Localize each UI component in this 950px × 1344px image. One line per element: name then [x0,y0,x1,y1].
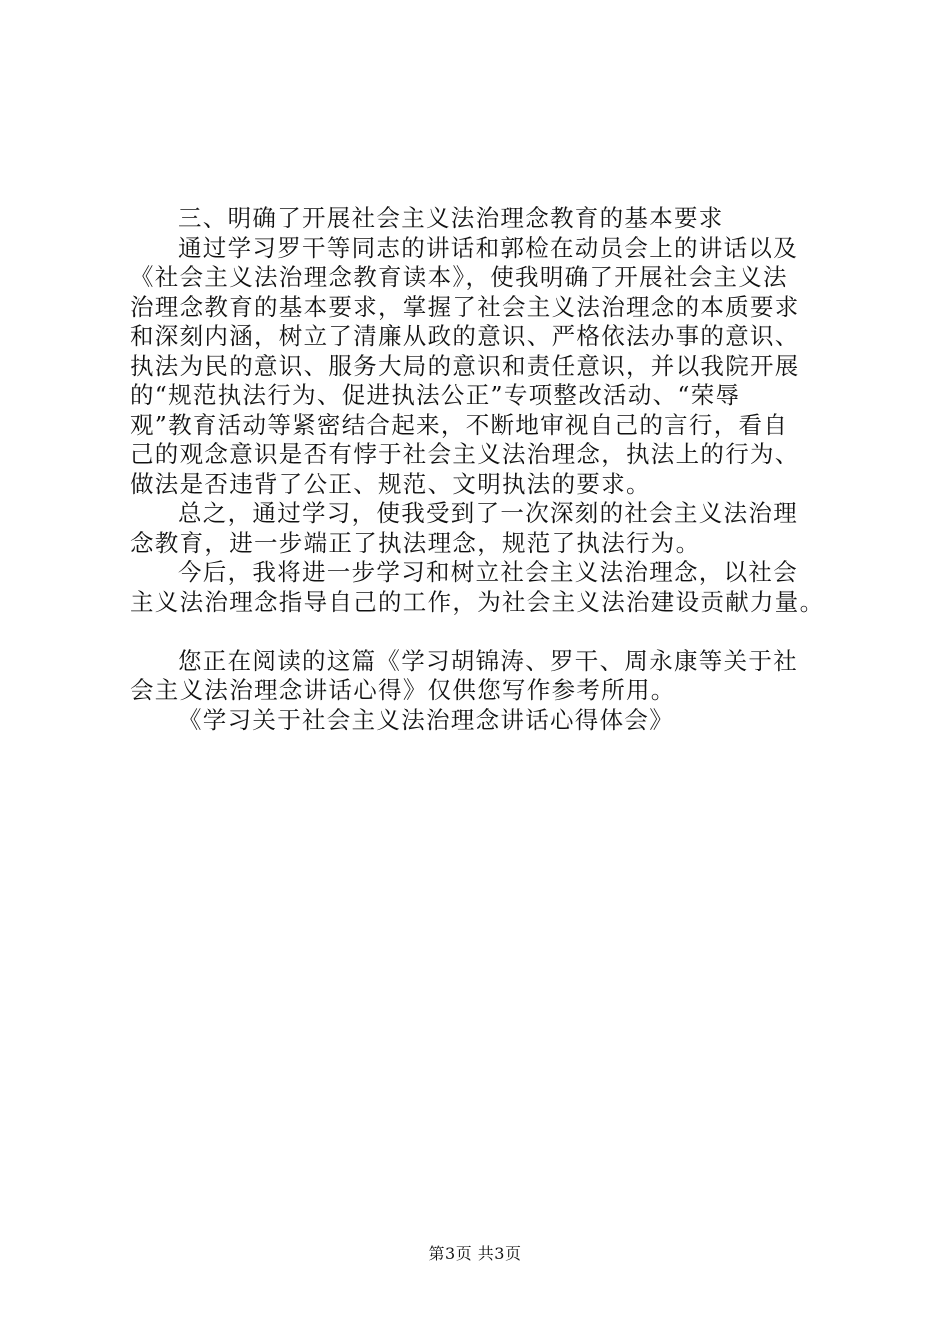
section-heading: 三、明确了开展社会主义法治理念教育的基本要求 [178,204,724,232]
paragraph-line: 己的观念意识是否有悖于社会主义法治理念，执法上的行为、 [130,440,800,468]
notice-line: 会主义法治理念讲话心得》仅供您写作参考所用。 [130,676,676,704]
paragraph-line: 主义法治理念指导自己的工作，为社会主义法治建设贡献力量。 [130,587,825,616]
document-body [130,204,850,735]
paragraph-line: 《社会主义法治理念教育读本》，使我明确了开展社会主义法 [130,263,788,291]
notice-line: 您正在阅读的这篇《学习胡锦涛、罗干、周永康等关于社 [178,646,798,675]
paragraph-line: 和深刻内涵，树立了清廉从政的意识、严格依法办事的意识、 [130,322,800,350]
paragraph-line: 今后，我将进一步学习和树立社会主义法治理念，以社会 [178,558,798,586]
paragraph-line: 念教育，进一步端正了执法理念，规范了执法行为。 [130,528,701,557]
paragraph-line: 总之，通过学习，使我受到了一次深刻的社会主义法治理 [178,499,798,527]
page-indicator: 第3页 共3页 [428,1244,522,1263]
paragraph-line: 执法为民的意识、服务大局的意识和责任意识，并以我院开展 [130,351,800,380]
paragraph-line: 通过学习罗干等同志的讲话和郭检在动员会上的讲话以及 [178,233,798,262]
paragraph-line: 治理念教育的基本要求，掌握了社会主义法治理念的本质要求 [130,292,800,321]
paragraph-line: 观”教育活动等紧密结合起来，不断地审视自己的言行，看自 [130,410,789,439]
related-title: 《学习关于社会主义法治理念讲话心得体会》 [178,705,674,734]
paragraph-gap [130,617,850,647]
paragraph-line: 做法是否违背了公正、规范、文明执法的要求。 [130,469,651,498]
paragraph-line: 的“规范执法行为、促进执法公正”专项整改活动、“荣辱 [130,381,741,409]
